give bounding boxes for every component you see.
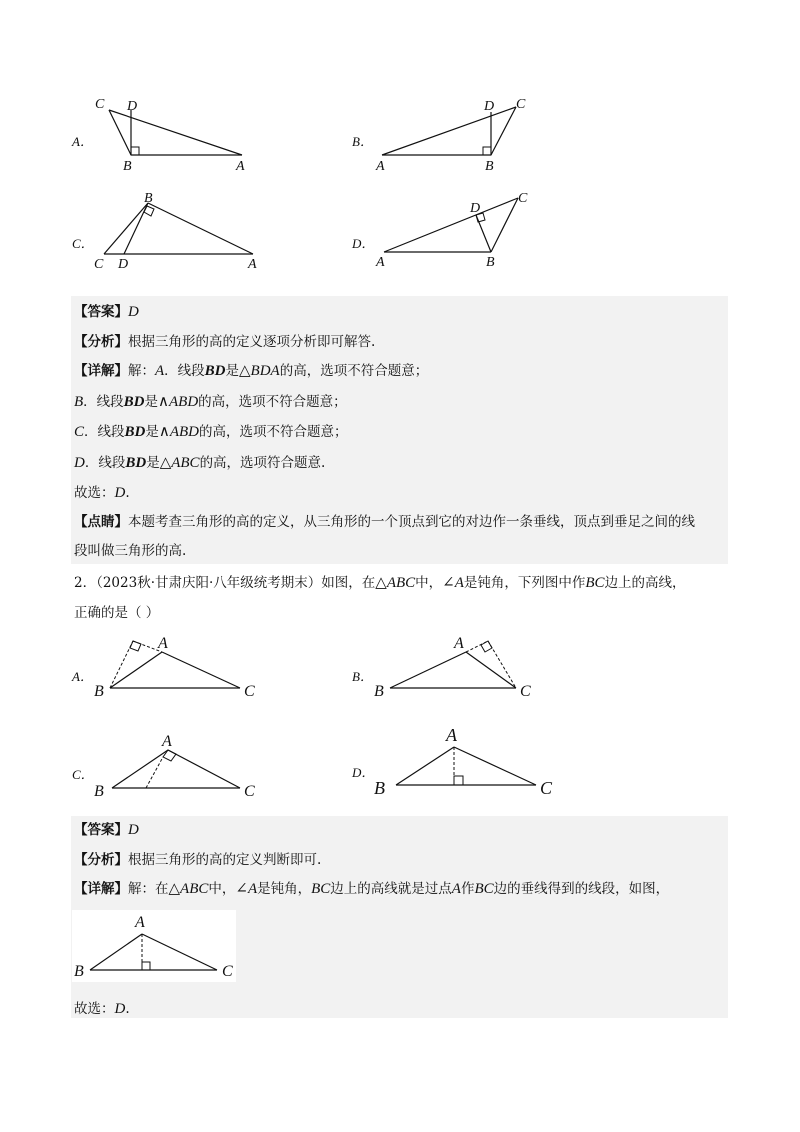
q2-option-b-label: B． (352, 669, 373, 684)
q2-figure-a (90, 630, 270, 705)
q2s-label-a: A (135, 914, 145, 931)
q1a-label-a: A (236, 159, 245, 172)
q2-stem-line2: 正确的是（ ） (74, 605, 160, 621)
q1b-label-d: D (484, 99, 495, 114)
q1c-label-b: B (144, 191, 153, 206)
triangle-notation: ∧ABD (158, 424, 199, 440)
q2-choice: 故选：D. (74, 1001, 130, 1017)
q1a-label-b: B (123, 159, 132, 172)
q1-option-b-label: B． (352, 134, 373, 149)
q1d-label-c: C (518, 191, 528, 206)
analysis-text: 根据三角形的高的定义逐项分析即可解答. (128, 334, 376, 350)
q2-figure-b (370, 630, 550, 705)
q1-figure-d (370, 188, 540, 268)
q2-answer (74, 821, 139, 839)
q1-detail-line-d: D．线段BD是△ABC的高，选项符合题意. (74, 455, 326, 471)
q2-figure-d (370, 722, 570, 802)
triangle-notation: △BDA (239, 363, 280, 379)
analysis-tag: 【分析】 (74, 852, 128, 868)
q1b-label-a: A (376, 159, 385, 172)
q1c-label-c: C (94, 257, 104, 270)
answer-tag: 【答案】 (74, 822, 128, 838)
detail-tag: 【详解】 (74, 363, 128, 379)
q1b-label-c: C (516, 97, 526, 112)
q2-analysis (74, 851, 321, 869)
q1-comment-line2: 段叫做三角形的高. (74, 543, 187, 559)
q1-detail-line-b: B．线段BD是∧ABD的高，选项不符合题意； (74, 394, 347, 410)
analysis-text: 根据三角形的高的定义判断即可. (128, 852, 322, 868)
answer-value: D (128, 822, 139, 838)
q1-detail-line-a: 【详解】解：A．线段BD是△BDA的高，选项不符合题意； (74, 363, 429, 379)
q2b-label-b: B (374, 683, 384, 700)
q1-option-c-label: C． (72, 236, 94, 251)
q2d-label-c: C (540, 778, 553, 798)
q2c-label-a: A (162, 733, 172, 750)
answer-value: D (128, 304, 139, 320)
q2s-label-c: C (222, 963, 233, 980)
q1-figure-b (370, 92, 540, 172)
comment-tag: 【点睛】 (74, 514, 128, 530)
q1a-label-c: C (95, 97, 105, 112)
q1-figure-a (90, 92, 260, 172)
triangle-notation: △ABC (159, 455, 200, 471)
q1-comment-line1: 【点睛】本题考查三角形的高的定义，从三角形的一个顶点到它的对边作一条垂线，顶点到垂足之间的线 (74, 514, 695, 530)
q2c-label-b: B (94, 783, 104, 800)
q2b-label-c: C (520, 683, 531, 700)
q1-option-a-label: A． (72, 134, 93, 149)
q1c-label-a: A (248, 257, 257, 270)
q2-figure-c (90, 728, 270, 803)
q1-figure-c (90, 190, 260, 270)
q2-option-c-label: C． (72, 767, 94, 782)
q2s-label-b: B (74, 963, 84, 980)
q2-option-d-label: D． (352, 765, 375, 780)
q1-answer (74, 303, 139, 321)
q1d-label-d: D (470, 201, 481, 216)
q2a-label-a: A (158, 635, 168, 652)
q1-choice: 故选：D. (74, 485, 130, 501)
q1-option-d-label: D． (352, 236, 375, 251)
q2-detail: 【详解】解：在△ABC中，∠A是钝角，BC边上的高线就是过点A作BC边的垂线得到的线段，如图， (74, 881, 670, 897)
q1-analysis (74, 333, 375, 351)
answer-tag: 【答案】 (74, 304, 128, 320)
q2-option-a-label: A． (72, 669, 93, 684)
q1c-label-d: D (118, 257, 129, 270)
detail-tag: 【详解】 (74, 881, 128, 897)
q1a-label-d: D (127, 99, 138, 114)
q1d-label-b: B (486, 255, 495, 268)
q2d-label-b: B (374, 778, 385, 798)
triangle-notation: ∧ABD (158, 394, 199, 410)
q1d-label-a: A (376, 255, 385, 268)
q2a-label-b: B (94, 683, 104, 700)
q2-stem-line1: 2．（2023秋·甘肃庆阳·八年级统考期末）如图，在△ABC中，∠A是钝角，下列图中作BC边上的高线， (74, 575, 686, 591)
q2b-label-a: A (454, 635, 464, 652)
q1-detail-line-c: C．线段BD是∧ABD的高，选项不符合题意； (74, 424, 348, 440)
q1b-label-b: B (485, 159, 494, 172)
q2-solution-figure (72, 910, 242, 984)
q2d-label-a: A (446, 725, 457, 745)
q2a-label-c: C (244, 683, 255, 700)
analysis-tag: 【分析】 (74, 334, 128, 350)
q2c-label-c: C (244, 783, 255, 800)
